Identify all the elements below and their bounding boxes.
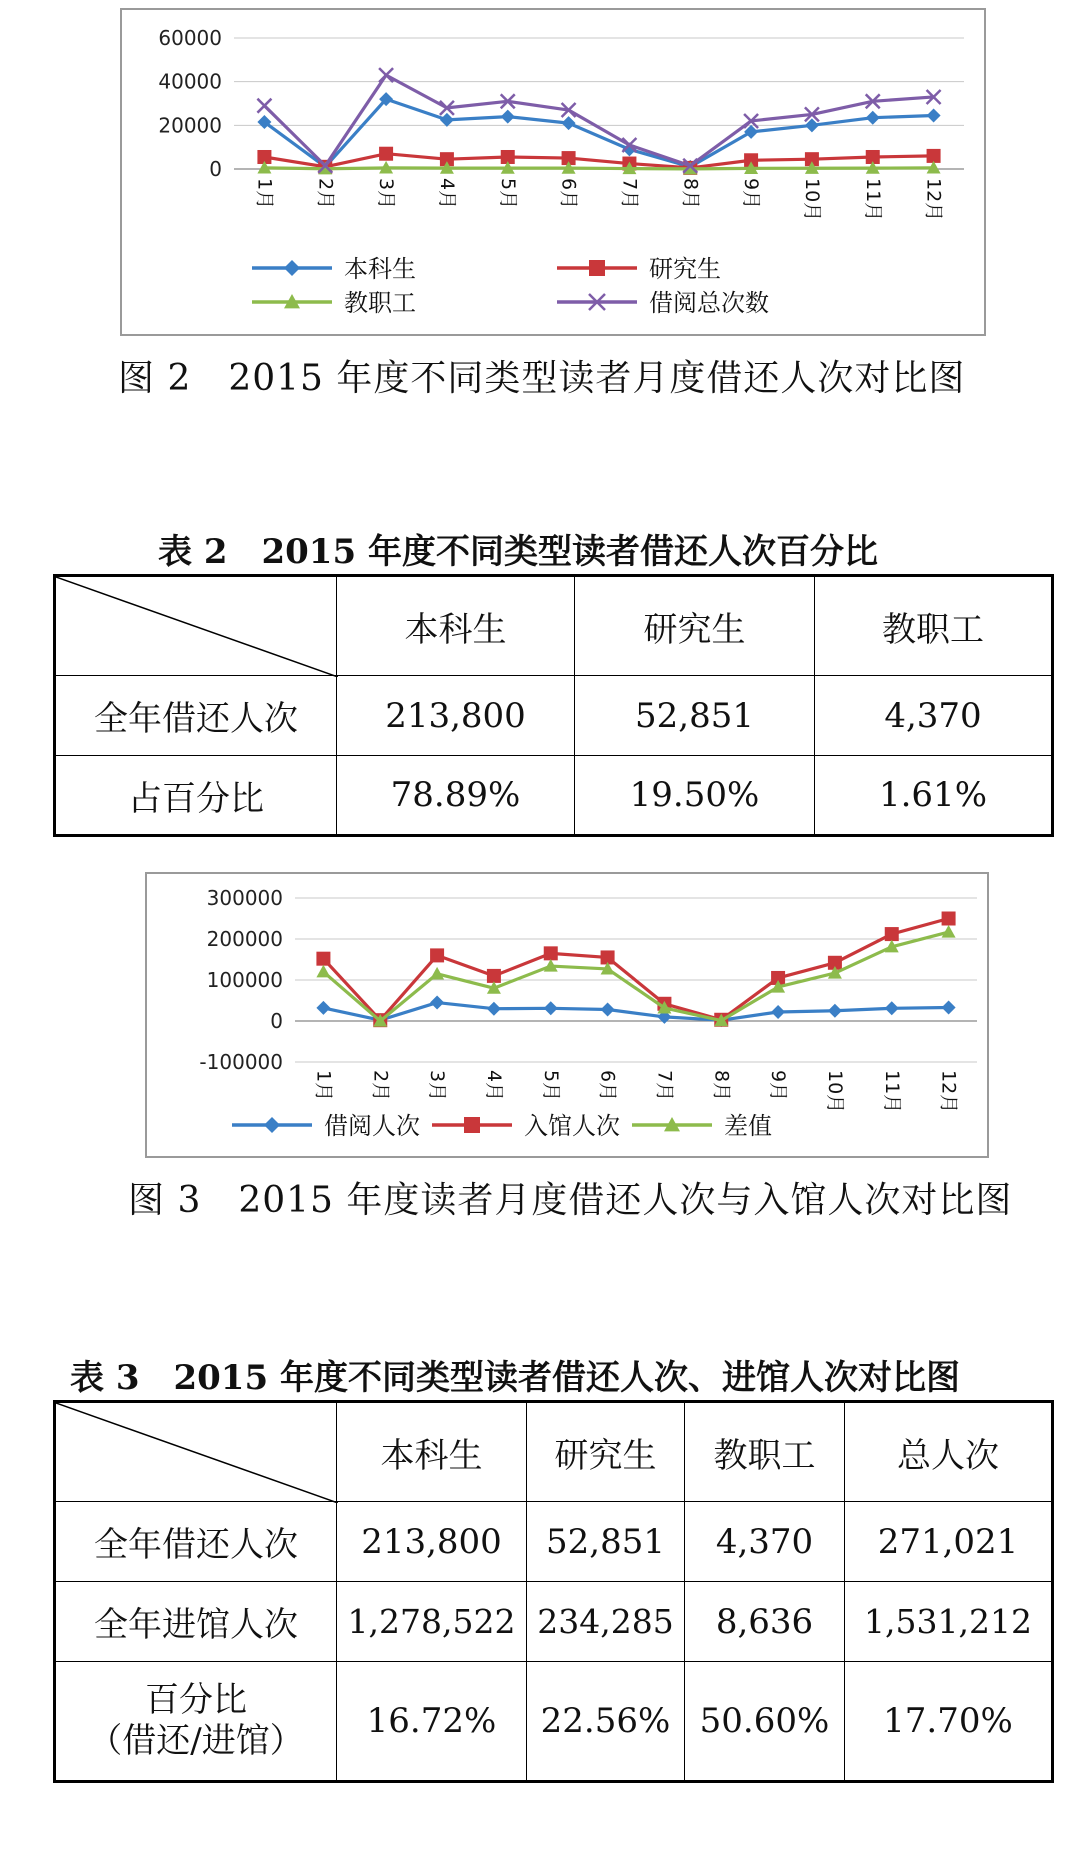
fig2-legend-item: [557, 289, 769, 317]
fig3-x-tick-label: 9月: [767, 1070, 790, 1102]
fig2-x-tick-label: 4月: [435, 178, 458, 210]
fig2-x-tick-label: 9月: [740, 178, 763, 210]
fig3-data-point: [487, 969, 501, 983]
table2-corner-cell: [55, 576, 337, 676]
fig2-x-tick-label: 5月: [496, 178, 519, 210]
table-cell: 4,370: [815, 676, 1053, 756]
fig3-data-point: [316, 952, 330, 966]
table3-corner-cell: [55, 1402, 337, 1502]
fig3-x-tick-label: 4月: [482, 1070, 505, 1102]
fig3-data-point: [771, 1005, 785, 1019]
fig3-x-tick-label: 3月: [426, 1070, 449, 1102]
fig3-legend-marker: [264, 1117, 280, 1133]
fig2-x-tick-label: 7月: [618, 178, 641, 210]
table3-header-row: [55, 1402, 1053, 1502]
row-label: 全年借还人次: [55, 1502, 337, 1582]
table-cell: 1,278,522: [337, 1582, 527, 1662]
table2-header: 教职工: [815, 576, 1053, 676]
table2-header: 研究生: [575, 576, 815, 676]
fig3-data-point: [316, 965, 330, 978]
fig2-x-tick-label: 2月: [314, 178, 337, 210]
fig2-legend-item: [557, 255, 721, 283]
table-cell: 213,800: [337, 1502, 527, 1582]
fig3-legend-item: [232, 1112, 420, 1140]
fig2-data-point: [379, 68, 393, 82]
fig2-data-point: [501, 110, 515, 124]
fig3-legend-item: [432, 1112, 620, 1140]
fig3-x-tick-label: 8月: [710, 1070, 733, 1102]
table-cell: 22.56%: [527, 1662, 685, 1782]
fig2-x-tick-label: 8月: [679, 178, 702, 210]
fig3-y-tick-label: -100000: [199, 1050, 283, 1074]
fig3-x-tick-label: 5月: [539, 1070, 562, 1102]
table-row: [55, 1502, 1053, 1582]
table-cell: 17.70%: [845, 1662, 1053, 1782]
row-label-line2: （借还/进馆）: [88, 1721, 304, 1761]
fig3-y-tick-label: 100000: [206, 968, 283, 992]
table2-header: 本科生: [337, 576, 575, 676]
fig2-data-point: [257, 99, 271, 113]
table-row: [55, 1662, 1053, 1782]
fig2-data-point: [927, 149, 941, 163]
figure2-svg: [122, 10, 984, 334]
figure3-caption: 图 3 2015 年度读者月度借还人次与入馆人次对比图: [128, 1180, 1013, 1221]
table-cell: 50.60%: [685, 1662, 845, 1782]
row-label: [55, 1662, 337, 1782]
fig2-data-point: [562, 116, 576, 130]
fig2-legend-item: [252, 289, 416, 317]
fig2-series-line: [264, 75, 933, 166]
fig2-x-tick-label: 12月: [922, 178, 945, 222]
table-cell: 271,021: [845, 1502, 1053, 1582]
table3: [53, 1400, 1054, 1783]
fig3-data-point: [885, 1001, 899, 1015]
fig3-data-point: [430, 996, 444, 1010]
table-cell: 19.50%: [575, 756, 815, 836]
table-cell: 78.89%: [337, 756, 575, 836]
table-cell: 8,636: [685, 1582, 845, 1662]
fig2-y-tick-label: 40000: [158, 69, 222, 94]
fig3-data-point: [316, 1001, 330, 1015]
fig3-data-point: [544, 946, 558, 960]
figure2-caption: 图 2 2015 年度不同类型读者月度借还人次对比图: [118, 358, 966, 399]
fig2-series-line: [264, 154, 933, 168]
fig3-data-point: [430, 948, 444, 962]
fig3-data-point: [430, 967, 444, 980]
table-row: [55, 756, 1053, 836]
fig2-data-point: [866, 111, 880, 125]
fig3-x-tick-label: 12月: [937, 1070, 960, 1114]
fig2-legend-marker: [284, 260, 300, 276]
table3-header: 研究生: [527, 1402, 685, 1502]
fig2-data-point: [927, 109, 941, 123]
fig3-x-tick-label: 7月: [653, 1070, 676, 1102]
fig3-data-point: [885, 927, 899, 941]
diagonal-line: [56, 1403, 338, 1503]
fig2-x-tick-label: 1月: [253, 178, 276, 210]
table2-header-row: [55, 576, 1053, 676]
fig3-y-tick-label: 200000: [206, 927, 283, 951]
fig3-legend-label: 入馆人次: [524, 1112, 620, 1140]
fig3-x-tick-label: 1月: [312, 1070, 335, 1102]
table2-title: 表 2 2015 年度不同类型读者借还人次百分比: [158, 532, 878, 572]
fig2-legend-label: 教职工: [344, 289, 416, 317]
fig3-x-tick-label: 11月: [880, 1070, 903, 1114]
fig2-y-tick-label: 20000: [158, 113, 222, 138]
figure3-svg: [147, 874, 987, 1156]
fig2-legend-label: 借阅总次数: [649, 289, 769, 317]
row-label: 全年进馆人次: [55, 1582, 337, 1662]
fig3-y-tick-label: 0: [270, 1009, 283, 1033]
fig3-legend-label: 差值: [724, 1112, 772, 1140]
fig3-y-tick-label: 300000: [206, 886, 283, 910]
fig2-legend-item: [252, 255, 416, 283]
table-row: [55, 676, 1053, 756]
fig2-legend-marker: [589, 260, 605, 276]
figure2-chart: [120, 8, 986, 336]
table-cell: 1,531,212: [845, 1582, 1053, 1662]
row-label: 全年借还人次: [55, 676, 337, 756]
fig3-legend-item: [632, 1112, 772, 1140]
fig3-series-line: [323, 1003, 948, 1021]
fig3-data-point: [828, 1004, 842, 1018]
table-cell: 234,285: [527, 1582, 685, 1662]
table3-header: 本科生: [337, 1402, 527, 1502]
fig3-data-point: [487, 1002, 501, 1016]
fig2-legend-label: 研究生: [649, 255, 721, 283]
fig3-data-point: [942, 1000, 956, 1014]
table3-title: 表 3 2015 年度不同类型读者借还人次、进馆人次对比图: [70, 1358, 960, 1398]
fig2-y-tick-label: 60000: [158, 26, 222, 50]
fig3-x-tick-label: 2月: [369, 1070, 392, 1102]
table3-header: 总人次: [845, 1402, 1053, 1502]
fig3-data-point: [942, 912, 956, 926]
fig2-y-tick-label: 0: [209, 157, 222, 181]
fig3-x-tick-label: 6月: [596, 1070, 619, 1102]
fig3-data-point: [544, 1001, 558, 1015]
figure3-chart: [145, 872, 989, 1158]
fig3-data-point: [601, 1003, 615, 1017]
fig2-legend-label: 本科生: [344, 255, 416, 283]
fig3-data-point: [942, 925, 956, 938]
fig3-series-line: [323, 919, 948, 1021]
table-cell: 1.61%: [815, 756, 1053, 836]
row-label-line1: 百分比: [145, 1680, 247, 1721]
fig3-legend-label: 借阅人次: [324, 1112, 420, 1140]
table-cell: 16.72%: [337, 1662, 527, 1782]
fig2-x-tick-label: 10月: [800, 178, 823, 222]
diagonal-line: [56, 577, 338, 677]
fig2-x-tick-label: 11月: [861, 178, 884, 222]
table-cell: 213,800: [337, 676, 575, 756]
fig2-x-tick-label: 6月: [557, 178, 580, 210]
fig2-x-tick-label: 3月: [375, 178, 398, 210]
fig3-x-tick-label: 10月: [823, 1070, 846, 1114]
row-label: 占百分比: [55, 756, 337, 836]
fig2-data-point: [440, 113, 454, 127]
table2: [53, 574, 1054, 837]
table-cell: 52,851: [527, 1502, 685, 1582]
fig2-series-line: [264, 168, 933, 169]
table-row: [55, 1582, 1053, 1662]
fig2-data-point: [379, 147, 393, 161]
table-cell: 4,370: [685, 1502, 845, 1582]
table3-header: 教职工: [685, 1402, 845, 1502]
table-cell: 52,851: [575, 676, 815, 756]
fig3-legend-marker: [464, 1117, 480, 1133]
